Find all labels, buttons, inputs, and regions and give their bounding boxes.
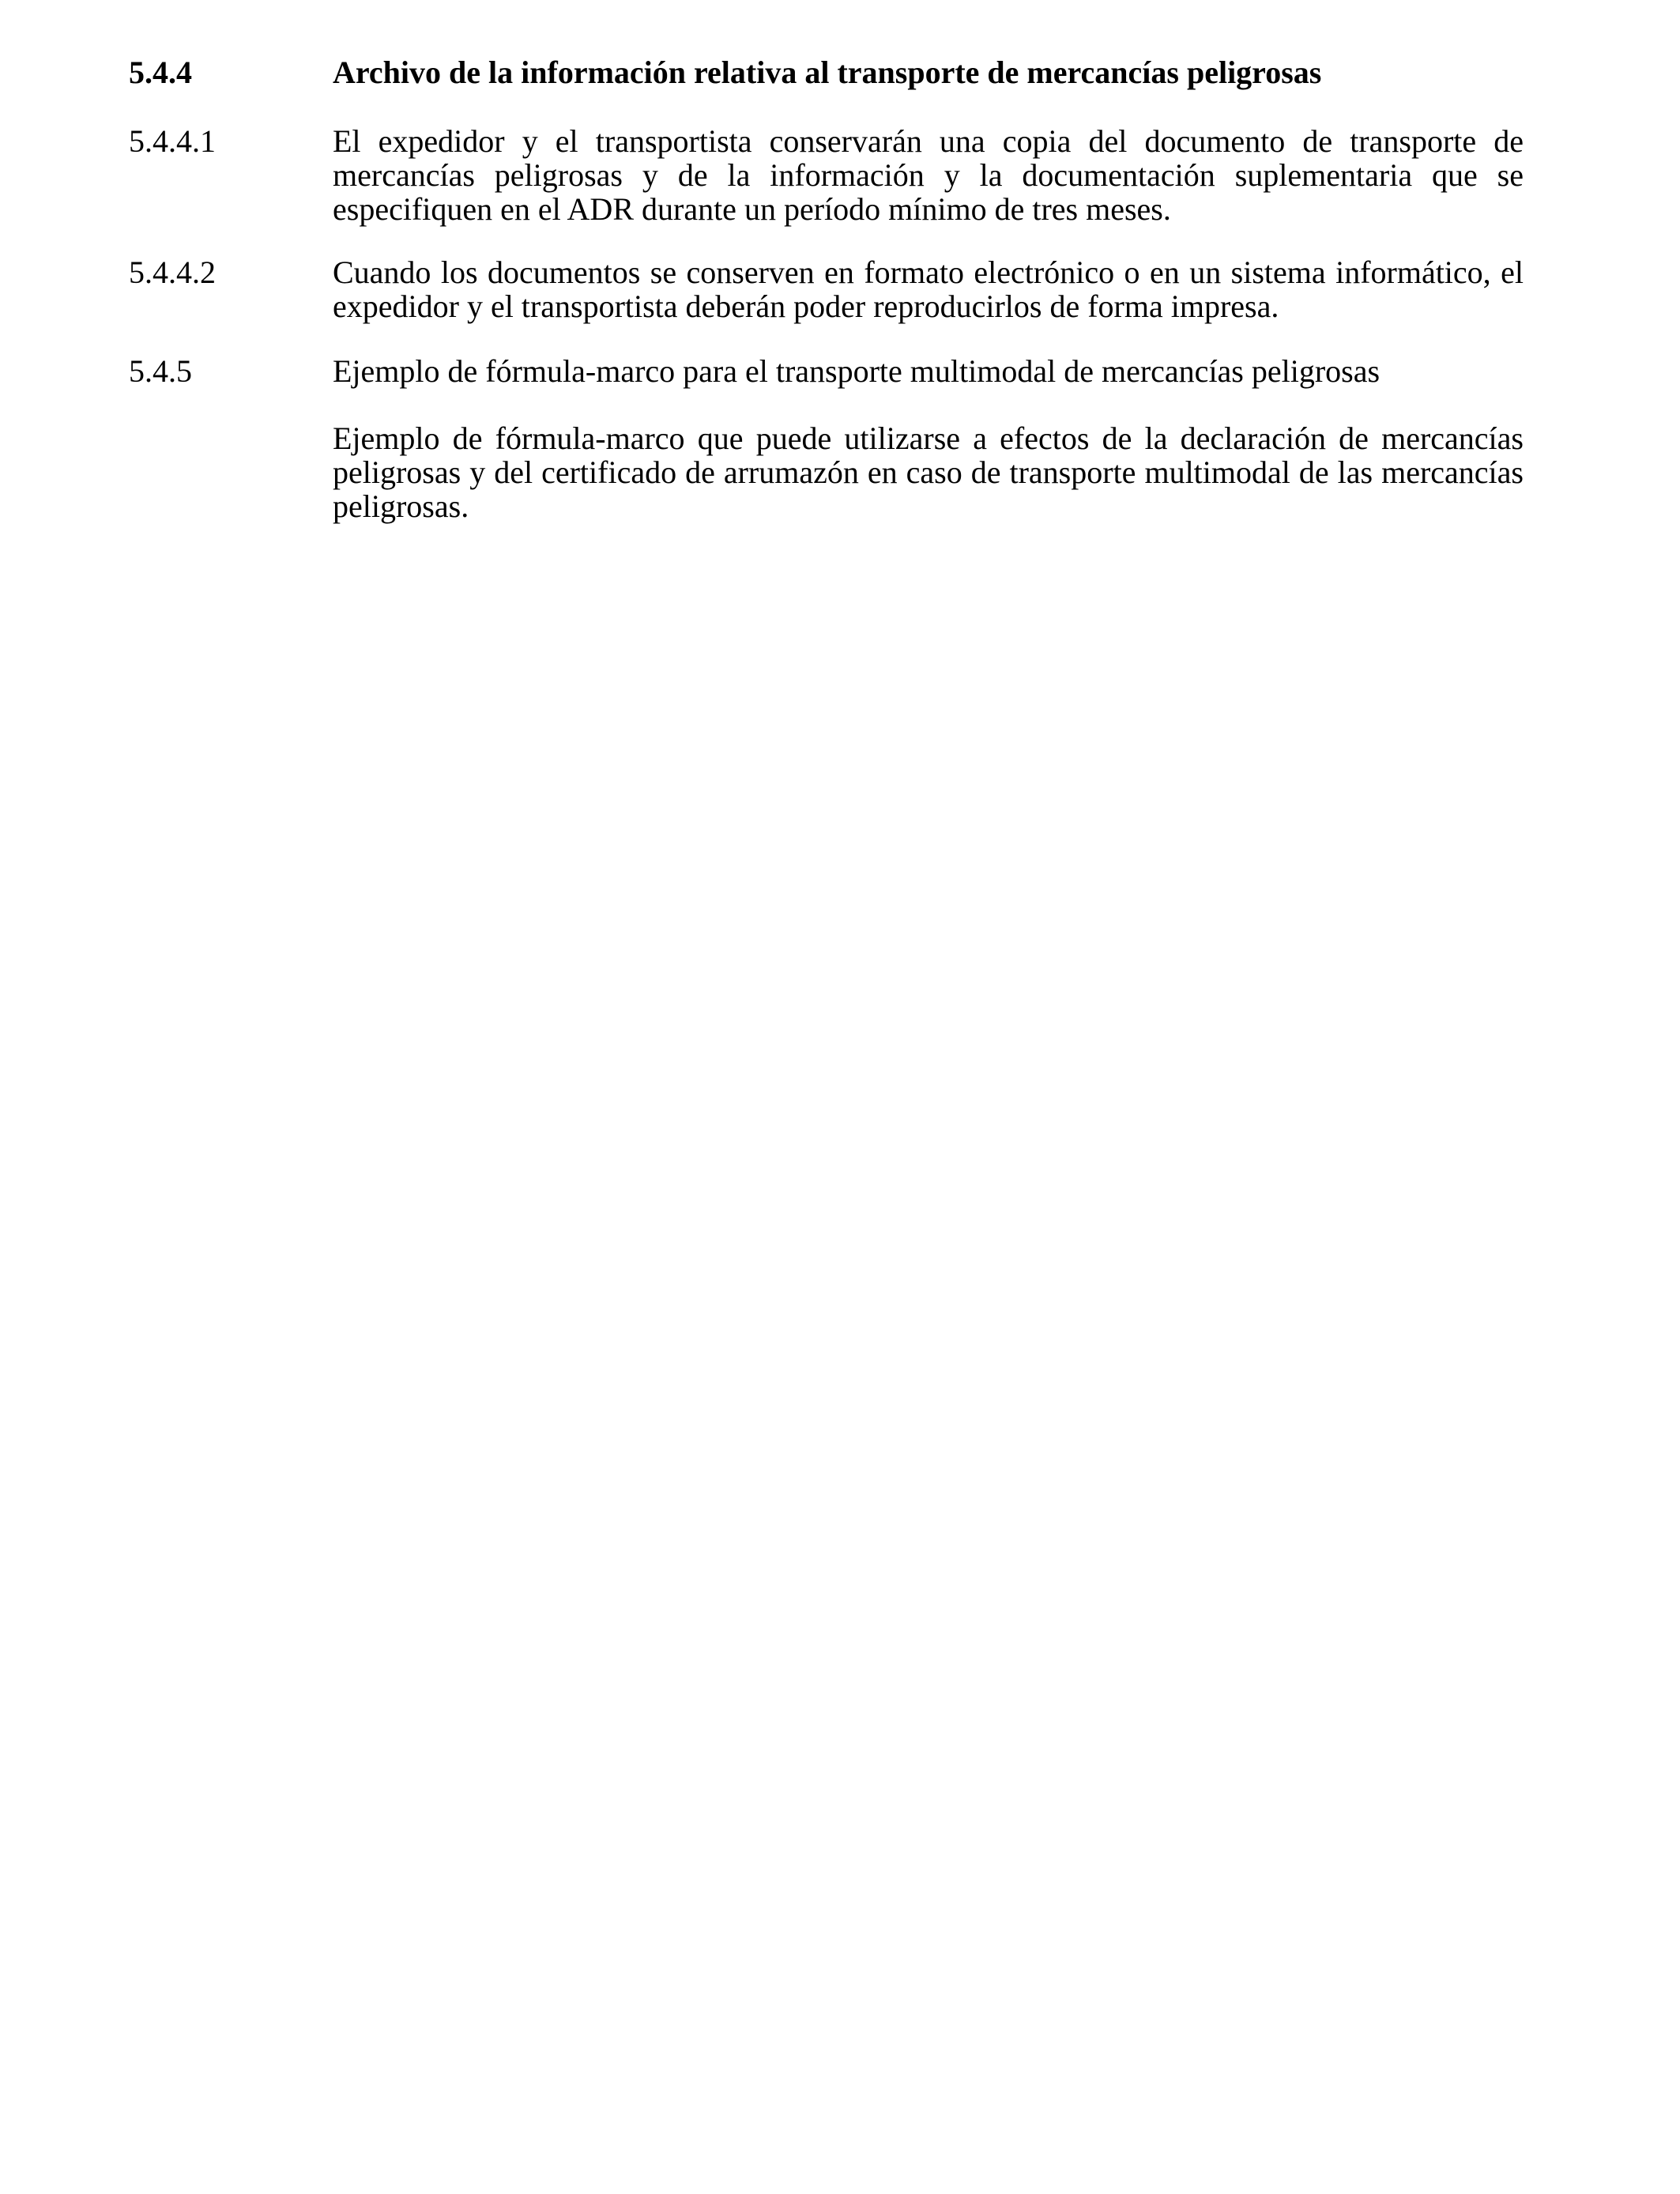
paragraph-5-4-4-2 [129, 255, 1524, 323]
paragraph-text: Cuando los documentos se conserven en formato electrónico o en un sistema informático, el expedidor y el transportista deberán poder reproducirlos de forma impresa. [333, 254, 1524, 324]
section-title: Archivo de la información relativa al transporte de mercancías peligrosas [333, 55, 1322, 90]
section-title: Ejemplo de fórmula-marco para el transporte multimodal de mercancías peligrosas [333, 353, 1381, 389]
paragraph-text: El expedidor y el transportista conservarán una copia del documento de transporte de mercancías peligrosas y de la información y la documentación suplementaria que se especifiquen en el ADR durante un período mínimo de tres meses. [333, 123, 1524, 227]
section-heading-5-4-5 [129, 354, 1524, 388]
paragraph-text: Ejemplo de fórmula-marco que puede utilizarse a efectos de la declaración de mercancías peligrosas y del certificado de arrumazón en caso de transporte multimodal de las mercancías peligrosas. [333, 420, 1524, 524]
paragraph-5-4-4-1 [129, 124, 1524, 226]
paragraph-5-4-5-body [129, 421, 1524, 523]
section-number: 5.4.5 [129, 353, 192, 389]
section-heading-5-4-4 [129, 55, 1524, 89]
paragraph-number: 5.4.4.1 [129, 123, 216, 159]
paragraph-number: 5.4.4.2 [129, 254, 216, 290]
section-number: 5.4.4 [129, 55, 192, 90]
